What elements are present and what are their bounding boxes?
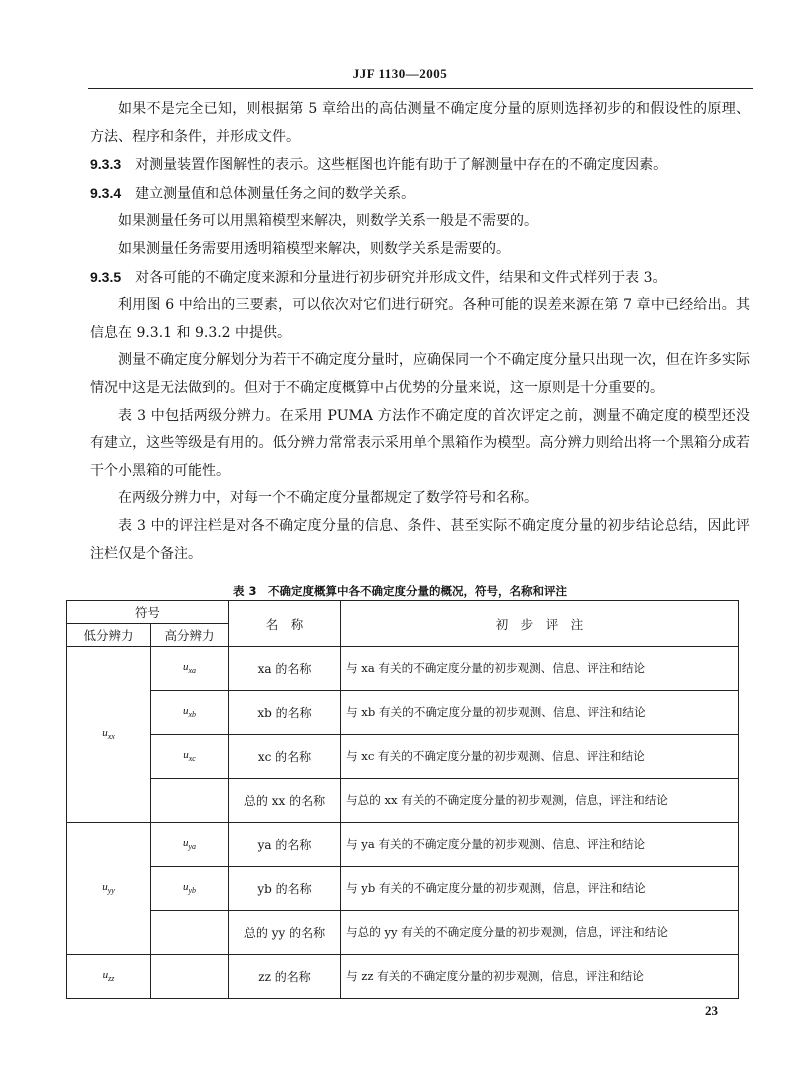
paragraph-text: 对测量装置作图解性的表示。这些框图也许能有助于了解测量中存在的不确定度因素。 — [135, 157, 668, 174]
paragraph: 表 3 中包括两级分辨力。在采用 PUMA 方法作不确定度的首次评定之前，测量不确定度的模型还没有建立，这些等级是有用的。低分辨力常常表示采用单个黑箱作为模型。高分辨力则给出将一个黑箱分成若干个小黑箱的可能性。 — [90, 407, 750, 479]
table-row — [67, 647, 739, 691]
remark-cell: 与 yb 有关的不确定度分量的初步观测，信息，评注和结论 — [341, 867, 739, 911]
header-high-resolution: 高分辨力 — [151, 624, 229, 647]
header-remark: 初 步 评 注 — [341, 601, 739, 647]
header-rule — [88, 88, 753, 89]
name-cell: xa 的名称 — [229, 647, 341, 691]
remark-cell: 与 ya 有关的不确定度分量的初步观测、信息、评注和结论 — [341, 823, 739, 867]
paragraph-text: 建立测量值和总体测量任务之间的数学关系。 — [135, 185, 416, 202]
header-symbol: 符号 — [67, 601, 229, 624]
high-symbol-cell: $u_{yb}$ — [151, 867, 229, 911]
section-number: 9.3.4 — [90, 184, 122, 201]
running-header: JJF 1130—2005 — [352, 66, 448, 81]
name-cell: xc 的名称 — [229, 735, 341, 779]
remark-cell: 与总的 xx 有关的不确定度分量的初步观测，信息，评注和结论 — [341, 779, 739, 823]
table-row — [67, 823, 739, 867]
table-row — [67, 735, 739, 779]
paragraph: 在两级分辨力中，对每一个不确定度分量都规定了数学符号和名称。 — [118, 490, 538, 507]
section-number: 9.3.3 — [90, 156, 122, 173]
uncertainty-table — [66, 600, 739, 999]
page-number: 23 — [705, 1003, 718, 1018]
paragraph: 如果测量任务可以用黑箱模型来解决，则数学关系一般是不需要的。 — [118, 213, 538, 230]
name-cell: yb 的名称 — [229, 867, 341, 911]
paragraph-9-3-3 — [90, 151, 750, 180]
paragraph: 如果不是完全已知，则根据第 5 章给出的高估测量不确定度分量的原则选择初步的和假设性的原理、方法、程序和条件，并形成文件。 — [90, 101, 750, 145]
section-number: 9.3.5 — [90, 268, 122, 285]
header-name: 名 称 — [229, 601, 341, 647]
high-symbol-cell: $u_{xc}$ — [151, 735, 229, 779]
table-row — [67, 867, 739, 911]
remark-cell: 与总的 yy 有关的不确定度分量的初步观测，信息，评注和结论 — [341, 911, 739, 955]
table-caption: 表 3 不确定度概算中各不确定度分量的概况，符号，名称和评注 — [232, 584, 567, 598]
high-symbol-cell — [151, 911, 229, 955]
remark-cell: 与 xc 有关的不确定度分量的初步观测、信息、评注和结论 — [341, 735, 739, 779]
remark-cell: 与 xb 有关的不确定度分量的初步观测、信息、评注和结论 — [341, 691, 739, 735]
body-text — [90, 96, 750, 568]
paragraph: 如果测量任务需要用透明箱模型来解决，则数学关系是需要的。 — [118, 240, 510, 257]
table-header-row — [67, 601, 739, 624]
paragraph-text: 对各可能的不确定度来源和分量进行初步研究并形成文件，结果和文件式样列于表 3。 — [135, 269, 667, 286]
low-symbol-cell: $u_{zz}$ — [67, 955, 151, 999]
low-symbol-cell: $u_{xx}$ — [67, 647, 151, 823]
table-row — [67, 955, 739, 999]
table-row — [67, 779, 739, 823]
remark-cell: 与 zz 有关的不确定度分量的初步观测，信息，评注和结论 — [341, 955, 739, 999]
low-symbol-cell: $u_{yy}$ — [67, 823, 151, 955]
high-symbol-cell: $u_{ya}$ — [151, 823, 229, 867]
name-cell: xb 的名称 — [229, 691, 341, 735]
name-cell: 总的 xx 的名称 — [229, 779, 341, 823]
name-cell: ya 的名称 — [229, 823, 341, 867]
paragraph-9-3-4 — [90, 180, 750, 209]
high-symbol-cell: $u_{xa}$ — [151, 647, 229, 691]
high-symbol-cell — [151, 779, 229, 823]
name-cell: 总的 yy 的名称 — [229, 911, 341, 955]
paragraph-9-3-5 — [90, 264, 750, 293]
paragraph: 利用图 6 中给出的三要素，可以依次对它们进行研究。各种可能的误差来源在第 7 章中已经给出。其信息在 9.3.1 和 9.3.2 中提供。 — [90, 297, 750, 341]
table-row — [67, 911, 739, 955]
name-cell: zz 的名称 — [229, 955, 341, 999]
paragraph: 测量不确定度分解划分为若干不确定度分量时，应确保同一个不确定度分量只出现一次，但在许多实际情况中这是无法做到的。但对于不确定度概算中占优势的分量来说，这一原则是十分重要的。 — [90, 352, 750, 396]
header-low-resolution: 低分辨力 — [67, 624, 151, 647]
paragraph: 表 3 中的评注栏是对各不确定度分量的信息、条件、甚至实际不确定度分量的初步结论总结，因此评注栏仅是个备注。 — [90, 517, 750, 562]
table-row — [67, 691, 739, 735]
high-symbol-cell — [151, 955, 229, 999]
high-symbol-cell: $u_{xb}$ — [151, 691, 229, 735]
remark-cell: 与 xa 有关的不确定度分量的初步观测、信息、评注和结论 — [341, 647, 739, 691]
